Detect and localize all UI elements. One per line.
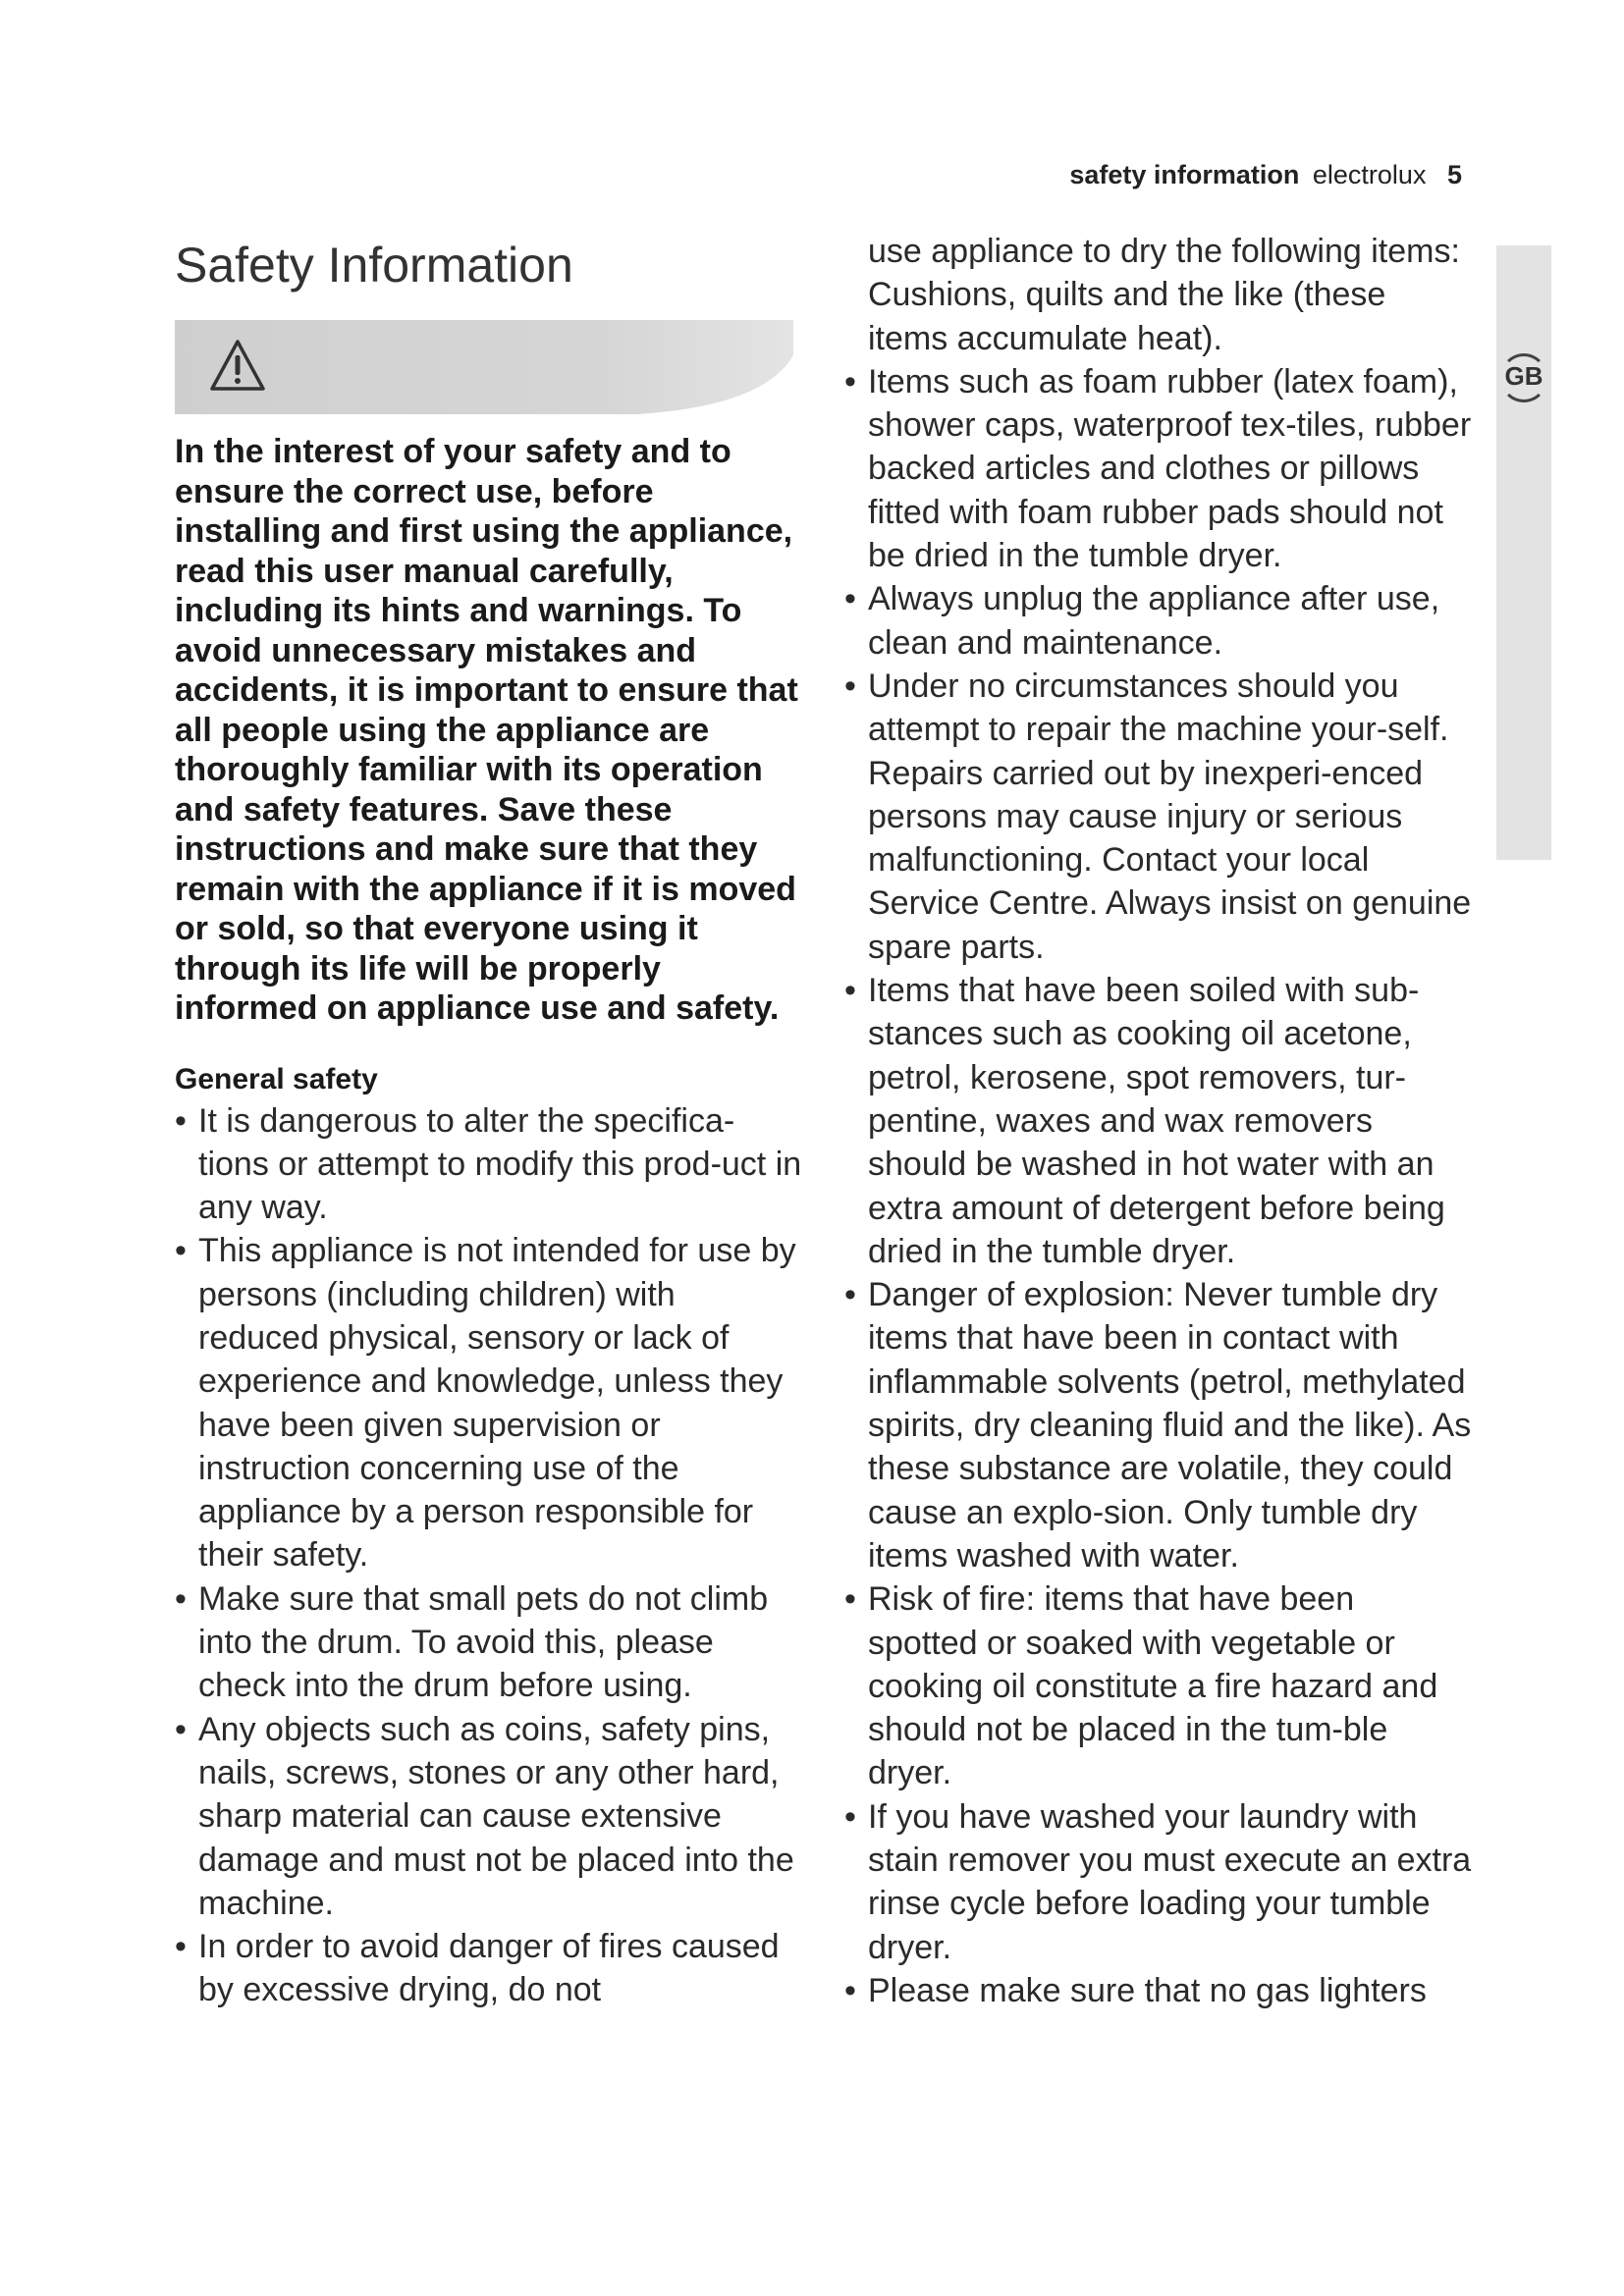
left-bullet-list xyxy=(175,1099,803,2012)
list-item-text: Items that have been soiled with sub-stances such as cooking oil acetone, petrol, kerosene, spot removers, tur-pentine, waxes and wax removers should be washed in hot water with an extra amount of detergent before being dried in the tumble dryer. xyxy=(868,972,1445,1270)
list-item-text: It is dangerous to alter the specifica-tions or attempt to modify this prod-uct in any way. xyxy=(198,1101,802,1227)
list-item-text: Items such as foam rubber (latex foam), shower caps, waterproof tex-tiles, rubber backed articles and clothes or pillows fitted with foam rubber pads should not be dried in the tumble dryer. xyxy=(868,362,1472,575)
running-header xyxy=(1069,157,1462,192)
language-badge: GB xyxy=(1504,361,1543,391)
list-item: • Items such as foam rubber (latex foam), shower caps, waterproof tex-tiles, rubber backed articles and clothes or pillows fitted with foam rubber pads should not be dried in the tumble dryer. xyxy=(844,362,1472,575)
list-item: • In order to avoid danger of fires caused by excessive drying, do not xyxy=(175,1928,780,2009)
warning-band xyxy=(175,320,793,414)
intro-paragraph: In the interest of your safety and to ensure the correct use, before installing and first using the appliance, read this user manual carefully, including its hints and warnings. To avoid unnecessary mistakes and accidents, it is important to ensure that all people using the appliance are thoroughly familiar with its operation and safety features. Save these instructions and make sure that they remain with the appliance if it is moved or sold, so that everyone using it through its life will be properly informed on appliance use and safety. xyxy=(175,433,798,1027)
page-number: 5 xyxy=(1446,160,1462,189)
list-item-text: Any objects such as coins, safety pins, nails, screws, stones or any other hard, sharp material can cause extensive damage and must not be placed into the machine. xyxy=(198,1710,794,1922)
list-item-text: In order to avoid danger of fires caused by excessive drying, do not xyxy=(198,1928,780,2009)
continued-item-text: use appliance to dry the following items: Cushions, quilts and the like (these items accumulate heat). xyxy=(868,233,1460,357)
list-item: • Danger of explosion: Never tumble dry items that have been in contact with inflammable solvents (petrol, methylated spirits, dry cleaning fluid and the like). As these substance are volatile, they could cause an explo-sion. Only tumble dry items washed with water. xyxy=(844,1276,1472,1575)
side-tab xyxy=(1496,245,1551,860)
list-item: • Under no circumstances should you attempt to repair the machine your-self. Repairs carried out by inexperi-enced persons may cause injury or serious malfunctioning. Contact your local Service Centre. Always insist on genuine spare parts. xyxy=(844,667,1472,966)
list-item: • Make sure that small pets do not climb into the drum. To avoid this, please check into the drum before using. xyxy=(175,1579,769,1705)
warning-banner xyxy=(175,320,793,414)
list-item-text: Under no circumstances should you attempt to repair the machine your-self. Repairs carried out by inexperi-enced persons may cause injury or serious malfunctioning. Contact your local Service Centre. Always insist on genuine spare parts. xyxy=(868,667,1472,966)
list-item: • Any objects such as coins, safety pins, nails, screws, stones or any other hard, sharp material can cause extensive damage and must not be placed into the machine. xyxy=(175,1710,794,1922)
list-item: • It is dangerous to alter the specifica-tions or attempt to modify this prod-uct in any way. xyxy=(175,1101,802,1227)
list-item-text: Risk of fire: items that have been spotted or soaked with vegetable or cooking oil constitute a fire hazard and should not be placed in the tum-ble dryer. xyxy=(868,1580,1438,1792)
general-safety-heading: General safety xyxy=(175,1062,378,1095)
list-item: • Risk of fire: items that have been spotted or soaked with vegetable or cooking oil constitute a fire hazard and should not be placed in the tum-ble dryer. xyxy=(844,1580,1438,1792)
right-column xyxy=(844,234,1473,2012)
left-column xyxy=(175,234,803,2012)
page-title: Safety Information xyxy=(175,238,573,293)
list-item: • If you have washed your laundry with stain remover you must execute an extra rinse cycle before loading your tumble dryer. xyxy=(844,1797,1472,1966)
right-bullet-list xyxy=(844,360,1473,2012)
list-item-text: Please make sure that no gas lighters xyxy=(868,1971,1427,2009)
list-item: • Items that have been soiled with sub-stances such as cooking oil acetone, petrol, kerosene, spot removers, tur-pentine, waxes and wax removers should be washed in hot water with an extra amount of detergent before being dried in the tumble dryer. xyxy=(844,972,1445,1270)
list-item-text: Make sure that small pets do not climb into the drum. To avoid this, please check into the drum before using. xyxy=(198,1579,769,1705)
list-item: • Please make sure that no gas lighters xyxy=(844,1971,1427,2009)
list-item-text: Always unplug the appliance after use, clean and maintenance. xyxy=(868,580,1440,662)
list-item-text: Danger of explosion: Never tumble dry items that have been in contact with inflammable solvents (petrol, methylated spirits, dry cleaning fluid and the like). As these substance are volatile, they could cause an explo-sion. Only tumble dry items washed with water. xyxy=(868,1276,1472,1575)
list-item-text: This appliance is not intended for use by persons (including children) with reduced physical, sensory or lack of experience and knowledge, unless they have been given supervision or instruction concerning use of the appliance by a person responsible for their safety. xyxy=(198,1232,796,1575)
header-brand: electrolux xyxy=(1312,160,1427,189)
header-section-title: safety information xyxy=(1069,160,1300,189)
list-item-text: If you have washed your laundry with stain remover you must execute an extra rinse cycle before loading your tumble dryer. xyxy=(868,1797,1472,1966)
list-item: • Always unplug the appliance after use, clean and maintenance. xyxy=(844,580,1440,662)
warning-triangle-icon xyxy=(208,338,267,393)
list-item: • This appliance is not intended for use by persons (including children) with reduced physical, sensory or lack of experience and knowledge, unless they have been given supervision or instruction concerning use of the appliance by a person responsible for their safety. xyxy=(175,1232,796,1575)
